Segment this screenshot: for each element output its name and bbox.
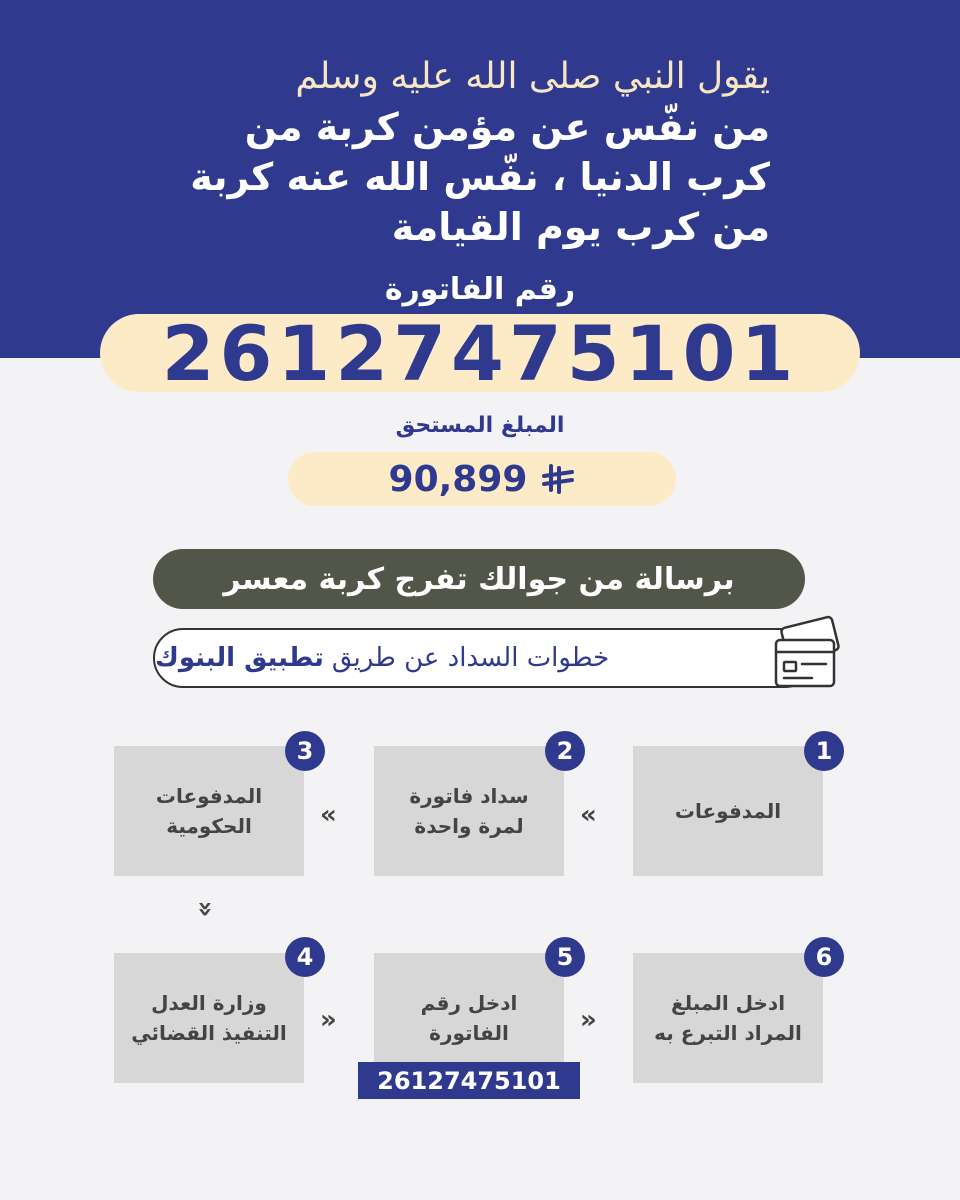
step-2-badge: 2 [545, 731, 585, 771]
step-4-box [114, 953, 304, 1083]
hadith-line-3: كرب الدنيا ، نفّس الله عنه كربة [190, 155, 770, 199]
step-5-invoice-tag: 26127475101 [358, 1062, 580, 1099]
step-2-text: سداد فاتورة لمرة واحدة [409, 784, 529, 838]
invoice-number-label: رقم الفاتورة [384, 272, 576, 307]
step-3-box [114, 746, 304, 876]
step-3-badge: 3 [285, 731, 325, 771]
step-3-text: المدفوعات الحكومية [155, 784, 263, 838]
arrow-down-icon: « [189, 900, 220, 918]
arrow-left-icon: « [320, 800, 337, 830]
step-1-text: المدفوعات [674, 799, 782, 823]
sms-banner: برسالة من جوالك تفرج كربة معسر [153, 549, 805, 609]
hadith-text [170, 52, 770, 252]
invoice-number: 26127475101 [161, 308, 799, 398]
payment-steps-prefix: خطوات السداد عن طريق [331, 643, 610, 673]
hadith-line-4: من كرب يوم القيامة [391, 205, 770, 249]
invoice-number-pill [100, 308, 860, 398]
arrow-left-icon: « [580, 800, 597, 830]
amount-due-pill [288, 452, 676, 506]
step-6-box [633, 953, 823, 1083]
credit-card-icon [770, 612, 842, 690]
step-4-badge: 4 [285, 937, 325, 977]
hadith-line-1: يقول النبي صلى الله عليه وسلم [295, 56, 770, 97]
amount-due-label: المبلغ المستحق [395, 413, 565, 438]
step-1-badge: 1 [804, 731, 844, 771]
hadith-line-2: من نفّس عن مؤمن كربة من [244, 105, 770, 149]
arrow-right-icon: « [580, 1005, 597, 1035]
step-4-text: وزارة العدل التنفيذ القضائي [131, 991, 287, 1045]
riyal-symbol-icon [541, 464, 575, 494]
step-1-box [633, 746, 823, 876]
payment-steps-emphasis: تطبيق البنوك [155, 643, 324, 673]
amount-due-value: 90,899 [388, 458, 528, 500]
payment-steps-banner [153, 628, 815, 688]
step-5-badge: 5 [545, 937, 585, 977]
arrow-right-icon: « [320, 1005, 337, 1035]
step-2-box [374, 746, 564, 876]
step-5-text: ادخل رقم الفاتورة [420, 991, 518, 1045]
step-6-text: ادخل المبلغ المراد التبرع به [654, 991, 802, 1045]
step-6-badge: 6 [804, 937, 844, 977]
